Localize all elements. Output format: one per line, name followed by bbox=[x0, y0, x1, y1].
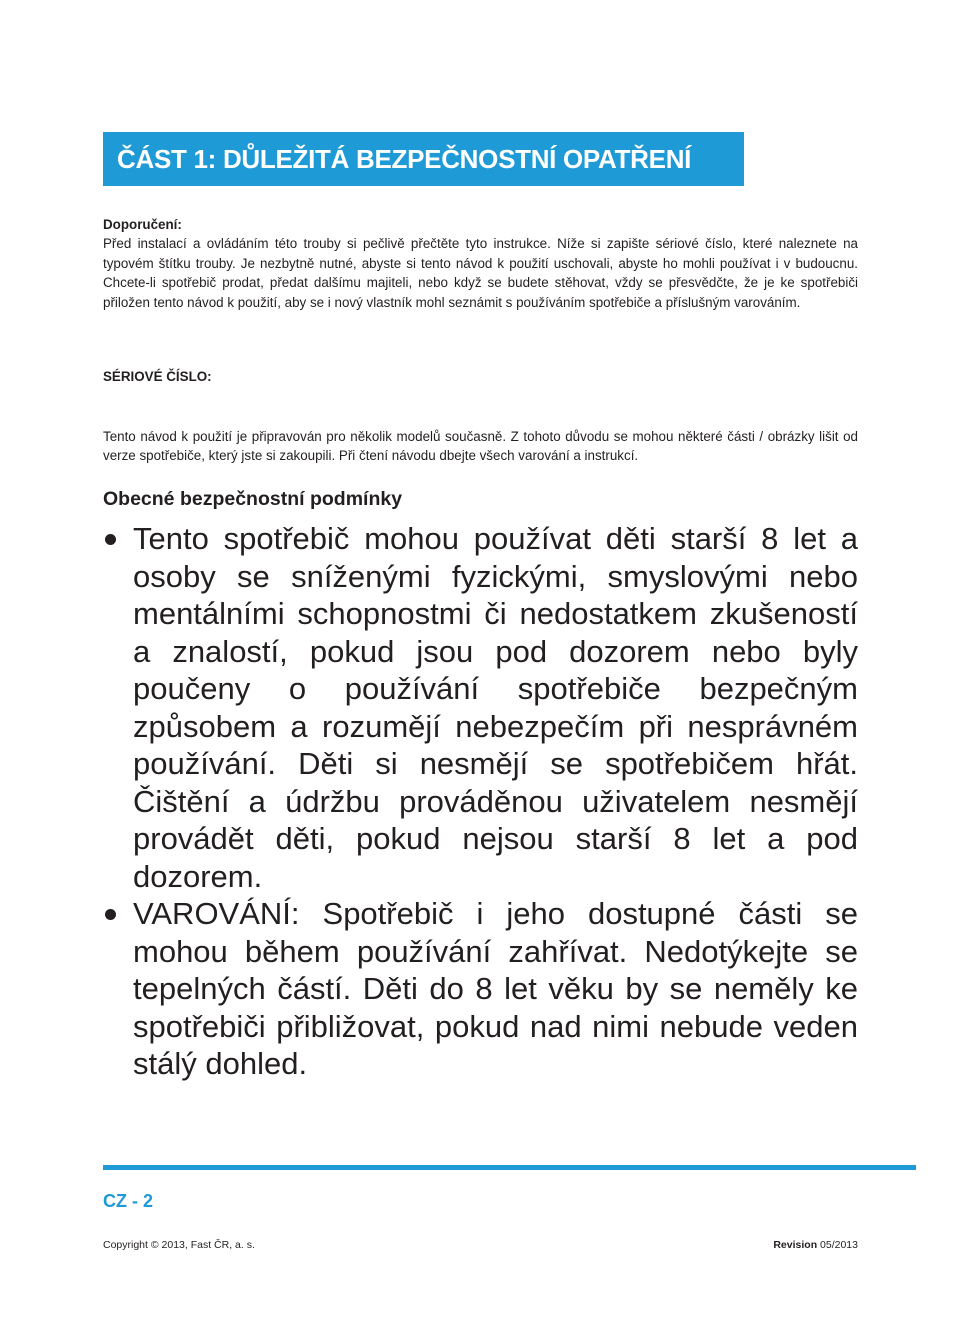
serial-number-label: SÉRIOVÉ ČÍSLO: bbox=[103, 369, 212, 384]
copyright-text: Copyright © 2013, Fast ČR, a. s. bbox=[103, 1239, 255, 1251]
revision-label: Revision bbox=[773, 1239, 818, 1251]
safety-heading: Obecné bezpečnostní podmínky bbox=[103, 488, 403, 510]
recommendation-text: Před instalací a ovládáním této trouby si pečlivě přečtěte tyto instrukce. Níže si zapište sériové číslo, které naleznete na typovém štítku trouby. Je nezbytně nutné, abyste si tento návod k použití uschovali, abyste ho mohli používat i v budoucnu. Chcete-li spotřebič prodat, předat dalšímu majiteli, nebo když se budete stěhovat, vždy se přesvědčte, že je ke spotřebiči přiložen tento návod k použití, aby se i nový vlastník mohl seznámit s používáním spotřebiče a příslušným varováním. bbox=[103, 236, 858, 310]
list-item-text: Tento spotřebič mohou používat děti starší 8 let a osoby se sníženými fyzickými, smyslovými nebo mentálními schopnostmi či nedostatkem zkušeností a znalostí, pokud jsou pod dozorem nebo byly poučeny o používání spotřebiče bezpečným způsobem a rozumějí nebezpečím při nesprávném používání. Děti si nesmějí se spotřebičem hřát. Čištění a údržbu prováděnou uživatelem nesmějí provádět děti, pokud nejsou starší 8 let a pod dozorem. bbox=[133, 521, 858, 894]
bullet-icon bbox=[105, 534, 116, 545]
list-item-text: VAROVÁNÍ: Spotřebič i jeho dostupné části se mohou během používání zahřívat. Nedotýkejte se tepelných částí. Děti do 8 let věku by se neměly ke spotřebiči přibližovat, pokud nad nimi nebude veden stálý dohled. bbox=[133, 896, 858, 1081]
model-note: Tento návod k použití je připravován pro několik modelů současně. Z tohoto důvodu se mohou některé části / obrázky lišit od verze spotřebiče, který jste si zakoupili. Při čtení návodu dbejte všech varování a instrukcí. bbox=[103, 429, 858, 464]
safety-list bbox=[103, 520, 858, 1083]
footer-divider bbox=[103, 1165, 916, 1170]
recommendation-heading: Doporučení: bbox=[103, 217, 182, 232]
revision-info bbox=[773, 1239, 858, 1251]
page-number: CZ - 2 bbox=[103, 1191, 154, 1211]
bullet-icon bbox=[105, 909, 116, 920]
list-item bbox=[103, 520, 858, 895]
recommendation-block bbox=[103, 215, 858, 312]
section-title-banner bbox=[103, 132, 744, 186]
revision-value: 05/2013 bbox=[820, 1239, 858, 1251]
section-title: ČÁST 1: DŮLEŽITÁ BEZPEČNOSTNÍ OPATŘENÍ bbox=[117, 143, 692, 174]
list-item bbox=[103, 895, 858, 1083]
